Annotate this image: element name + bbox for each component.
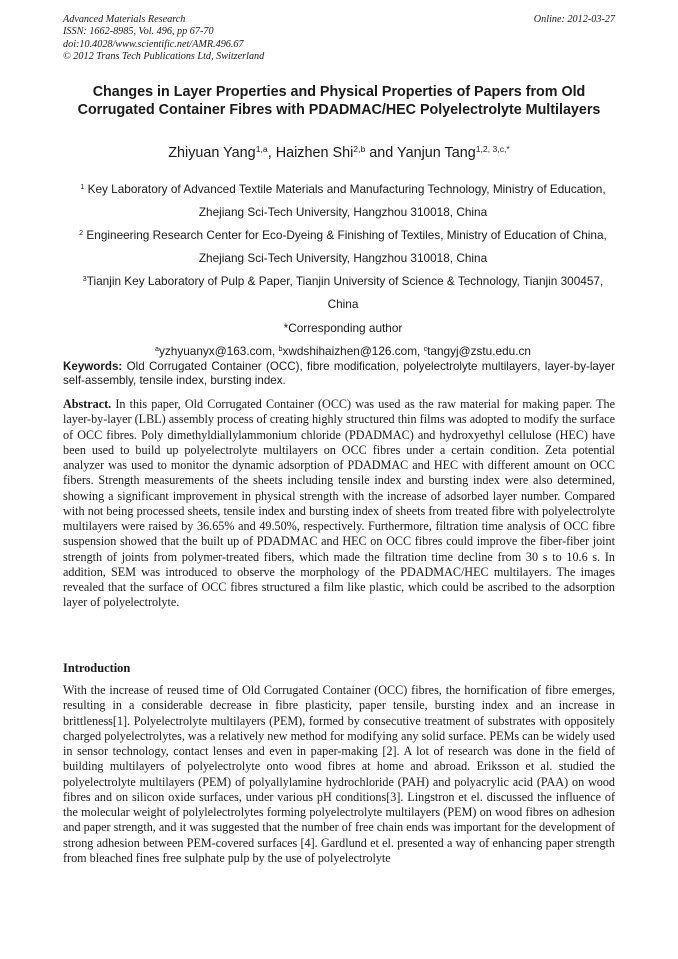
author: Yanjun Tang$^{1,2, 3,c,*}$: [397, 143, 510, 161]
introduction-heading: Introduction: [63, 661, 131, 675]
abstract-block: [63, 397, 615, 611]
introduction-body: [63, 683, 615, 866]
abstract-text: In this paper, Old Corrugated Container (OCC) was used as the raw material for making paper. The layer-by-layer (LBL) assembly process of creating highly structured thin films was adopted to modify the surface of OCC fibres. Poly dimethyldiallylammonium chloride (PDADMAC) and hydroxyethyl cellulose (HEC) have been used to build up polyelectrolyte multilayers on OCC fibres under a certain condition. Zeta potential analyzer was used to monitor the dynamic adsorption of PDADMAC and HEC with different amount on OCC fibers. Strength measurements of the sheets including tensile index and bursting index were also determined, showing a significant improvement in physical strength with the increase of adsorbed layer number. Compared with not being processed sheets, tensile index and bursting index of sheets from treated fibre with polyelectrolyte multilayers were raised by 36.65% and 49.50%, respectively. Furthermore, filtration time analysis of OCC fibre suspension showed that the built up of PDADMAC and HEC on OCC fibres could improve the fiber-fiber joint strength of joints from polymer-treated fibers, which made the filtration time decline from 30 s to 10.6 s. In addition, SEM was introduced to observe the morphology of the PDADMAC/HEC multilayers. The images revealed that the surface of OCC fibres structured a film like plastic, which could be ascribed to the adsorption layer of polyelectrolyte.: [63, 397, 615, 610]
author: Haizhen Shi$^{2,b}$: [275, 143, 366, 161]
author: Zhiyuan Yang$^{1,a}$: [168, 143, 268, 161]
abstract-label: Abstract.: [63, 397, 112, 411]
issn-line: ISSN: 1662-8985, Vol. 496, pp 67-70: [63, 26, 214, 38]
keywords-text: Old Corrugated Container (OCC), fibre modification, polyelectrolyte multilayers, layer-by-layer self-assembly, tensile index, bursting index.: [63, 360, 615, 387]
journal-header: [63, 14, 615, 63]
keywords-label: Keywords:: [63, 360, 123, 373]
paper-title: Changes in Layer Properties and Physical Properties of Papers from Old Corrugated Container Fibres with PDADMAC/HEC Polyelectrolyte Multilayers: [77, 84, 601, 118]
email-link[interactable]: xwdshihaizhen@126.com: [282, 343, 418, 358]
email-link[interactable]: yzhyuanyx@163.com: [158, 343, 272, 358]
affiliation: $^3$Tianjin Key Laboratory of Pulp & Paper, Tianjin University of Science & Technology, Tianjin 300457, China: [82, 274, 604, 312]
corresponding-author-note: *Corresponding author: [283, 320, 403, 335]
keywords-block: [63, 360, 615, 388]
copyright-line: © 2012 Trans Tech Publications Ltd, Switzerland: [63, 50, 265, 62]
introduction-text: With the increase of reused time of Old Corrugated Container (OCC) fibres, the hornification of fibre emerges, resulting in a considerable decrease in fibre plasticity, paper tensile, bursting index and an increase in brittleness[1]. Polyelectrolyte multilayers (PEM), formed by consecutive treatment of substrates with oppositely charged polyelectrolytes, was a relatively new method for modifying any solid surface. PEMs can be widely used in sensor technology, contact lenses and even in paper-making [2]. A lot of research was done in the field of building multilayers of polyelectrolyte onto wood fibres at home and abroad. Eriksson et al. studied the polyelectrolyte multilayers (PEM) of polyallylamine hydrochloride (PAH) and polyacrylic acid (PAA) on wood fibres and on silicon oxide surfaces, under various pH conditions[3]. Lingstron et el. discussed the influence of the molecular weight of polylelectrolytes forming polyelectrolyte multilayers (PEM) on wood fibres on adhesion and paper strength, and it was suggested that the number of free chain ends was important for the development of strong adhesion between PEM-covered surfaces [4]. Gardlund et el. presented a way of enhancing paper strength from bleached fines free sulphate pulp by the use of polyelectrolyte: [63, 683, 615, 865]
affiliation: $^1$ Key Laboratory of Advanced Textile Materials and Manufacturing Technology, Ministry of Education, Zhejiang Sci-Tech University, Hangzhou 310018, China: [80, 182, 606, 220]
affiliations: [70, 178, 616, 363]
doi-line: doi:10.4028/www.scientific.net/AMR.496.67: [63, 38, 244, 50]
author-list: Zhiyuan Yang$^{1,a}$, Haizhen Shi$^{2,b}$ and Yanjun Tang$^{1,2, 3,c,*}$: [168, 143, 510, 161]
online-date: Online: 2012-03-27: [533, 14, 615, 25]
journal-name: Advanced Materials Research: [63, 14, 186, 25]
affiliation: $^2$ Engineering Research Center for Eco-Dyeing & Finishing of Textiles, Ministry of Education of China, Zhejiang Sci-Tech University, Hangzhou 310018, China: [79, 228, 607, 266]
email-link[interactable]: tangyj@zstu.edu.cn: [427, 343, 531, 358]
email-list: $^a$yzhyuanyx@163.com, $^b$xwdshihaizhen@126.com, $^c$tangyj@zstu.edu.cn: [155, 343, 531, 358]
